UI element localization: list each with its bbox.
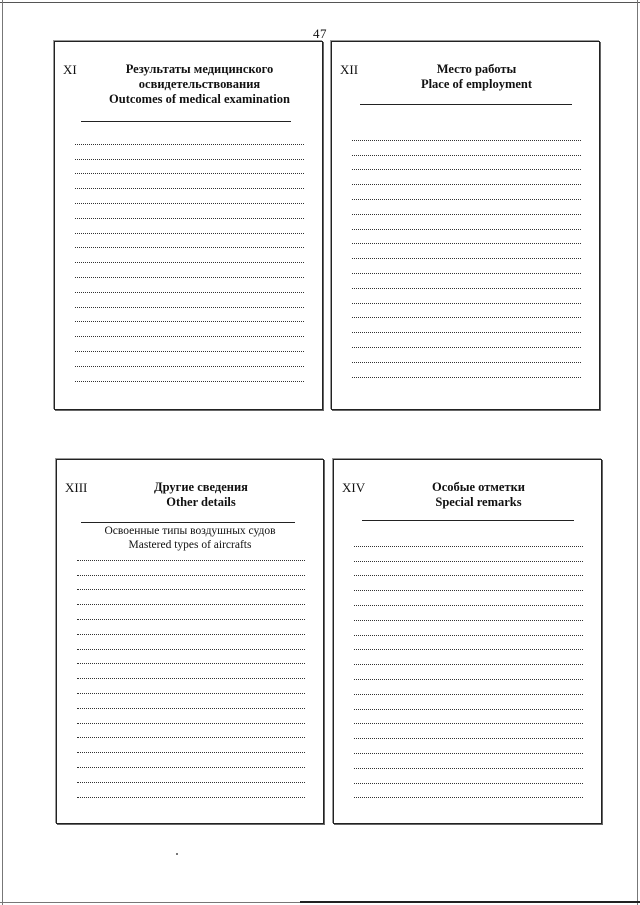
entry-line[interactable] [77,753,305,768]
entry-line[interactable] [352,333,581,348]
entry-lines [352,126,581,378]
entry-line[interactable] [352,274,581,289]
entry-line[interactable] [75,234,304,249]
section-xi-medical [54,41,323,410]
entry-line[interactable] [352,244,581,259]
entry-line[interactable] [354,695,583,710]
entry-line[interactable] [75,308,304,323]
entry-line[interactable] [75,352,304,367]
entry-line[interactable] [77,724,305,739]
title-underline [362,520,574,521]
scan-edge-left [2,0,3,905]
entry-line[interactable] [352,259,581,274]
entry-line[interactable] [352,230,581,245]
title-en: Place of employment [420,77,533,91]
entry-line[interactable] [77,561,305,576]
entry-lines [75,130,304,382]
subtitle-ru: Освоенные типы воздушных судов [104,525,276,537]
scan-edge-right [637,0,638,905]
entry-line[interactable] [352,126,581,141]
entry-line[interactable] [352,200,581,215]
scan-speck [176,853,178,855]
entry-line[interactable] [352,185,581,200]
entry-line[interactable] [354,650,583,665]
entry-line[interactable] [77,738,305,753]
entry-line[interactable] [352,348,581,363]
entry-line[interactable] [75,248,304,263]
entry-line[interactable] [75,145,304,160]
entry-line[interactable] [354,591,583,606]
entry-line[interactable] [77,768,305,783]
section-title [89,62,310,107]
entry-line[interactable] [75,204,304,219]
section-xii-employment [331,41,600,410]
section-number: XII [340,62,359,77]
entry-lines [354,532,583,798]
entry-line[interactable] [352,170,581,185]
section-number: XI [63,62,77,77]
entry-line[interactable] [354,621,583,636]
entry-line[interactable] [354,606,583,621]
entry-line[interactable] [77,679,305,694]
entry-line[interactable] [75,174,304,189]
title-en: Other details [166,495,236,509]
entry-line[interactable] [352,304,581,319]
entry-line[interactable] [75,160,304,175]
page-number: 47 [313,26,327,41]
entry-line[interactable] [75,367,304,382]
entry-line[interactable] [352,318,581,333]
entry-line[interactable] [354,769,583,784]
entry-line[interactable] [352,141,581,156]
section-xiii-other-details [56,459,324,824]
section-title [368,480,589,510]
entry-lines [77,546,305,798]
entry-line[interactable] [352,215,581,230]
entry-line[interactable] [352,156,581,171]
section-number: XIII [65,480,88,495]
section-number: XIV [342,480,366,495]
entry-line[interactable] [354,532,583,547]
entry-line[interactable] [352,363,581,378]
entry-line[interactable] [354,576,583,591]
subtitle-en: Mastered types of aircrafts [128,539,252,551]
section-xiv-special-remarks [333,459,602,824]
title-underline [360,104,572,105]
entry-line[interactable] [354,754,583,769]
title-ru: Другие сведения [154,480,248,494]
entry-line[interactable] [354,739,583,754]
entry-line[interactable] [75,263,304,278]
entry-line[interactable] [75,130,304,145]
entry-line[interactable] [352,289,581,304]
title-ru-line-2: освидетельствования [138,77,261,91]
scan-edge-bottom-bar [300,901,640,903]
entry-line[interactable] [77,783,305,798]
entry-line[interactable] [77,590,305,605]
entry-line[interactable] [77,620,305,635]
title-ru-line-1: Результаты медицинского [125,62,274,76]
title-underline [81,522,295,523]
entry-line[interactable] [354,636,583,651]
entry-line[interactable] [77,709,305,724]
entry-line[interactable] [75,219,304,234]
title-ru: Особые отметки [431,480,526,494]
title-ru: Место работы [436,62,517,76]
title-en: Outcomes of medical examination [109,92,290,106]
section-title [366,62,587,92]
entry-line[interactable] [354,562,583,577]
entry-line[interactable] [77,694,305,709]
entry-line[interactable] [354,547,583,562]
entry-line[interactable] [77,546,305,561]
entry-line[interactable] [75,337,304,352]
entry-line[interactable] [75,189,304,204]
scan-edge-top [0,2,640,3]
entry-line[interactable] [354,724,583,739]
entry-line[interactable] [77,635,305,650]
section-title [91,480,311,510]
entry-line[interactable] [77,576,305,591]
entry-line[interactable] [354,784,583,799]
entry-line[interactable] [354,710,583,725]
title-en: Special remarks [435,495,522,509]
entry-line[interactable] [354,665,583,680]
entry-line[interactable] [75,278,304,293]
entry-line[interactable] [354,680,583,695]
entry-line[interactable] [77,664,305,679]
entry-line[interactable] [77,605,305,620]
entry-line[interactable] [77,650,305,665]
entry-line[interactable] [75,293,304,308]
entry-line[interactable] [75,322,304,337]
title-underline [81,121,291,122]
